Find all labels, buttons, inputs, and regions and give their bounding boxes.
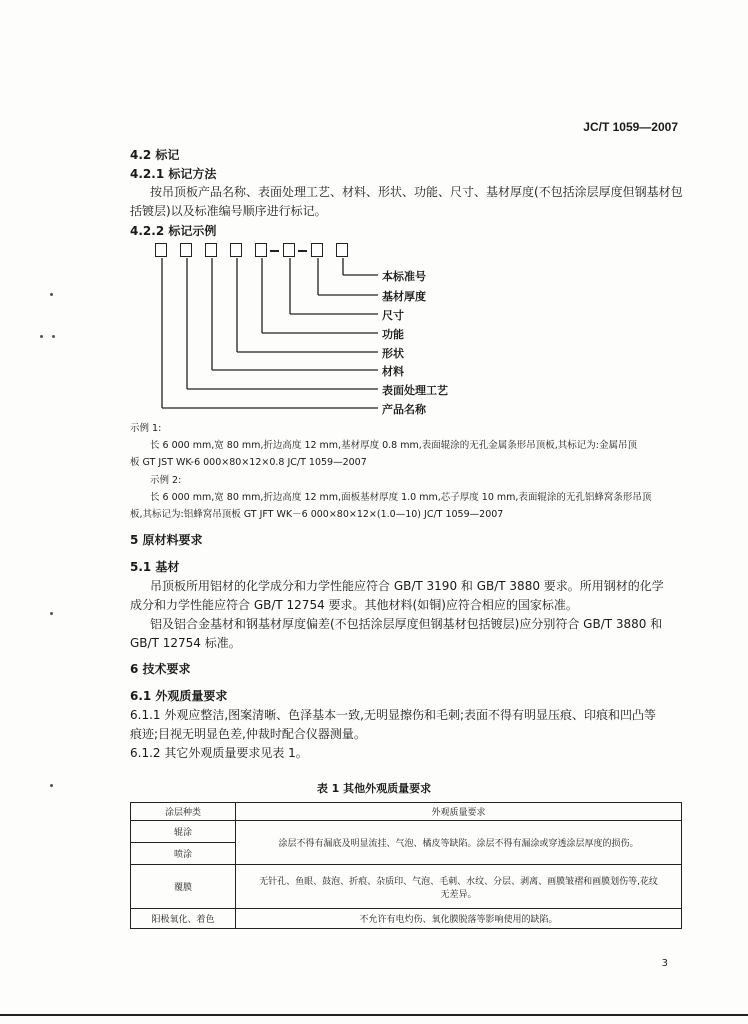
legend-function: 功能 (382, 328, 404, 341)
section-4-2-1-title: 4.2.1 标记方法 (130, 167, 217, 181)
paragraph-line: 按吊顶板产品名称、表面处理工艺、材料、形状、功能、尺寸、基材厚度(不包括涂层厚度但钢基材包 (150, 185, 683, 199)
section-6-1-title: 6.1 外观质量要求 (130, 689, 228, 703)
legend-thickness: 基材厚度 (382, 290, 426, 303)
scan-speck (50, 293, 53, 296)
example-2-line: 板,其标记为:铝蜂窝吊顶板 GT JFT WK－6 000×80×12×(1.0—10) JC/T 1059—2007 (130, 509, 504, 520)
table-header-row (131, 803, 682, 821)
table-row (131, 821, 682, 843)
paragraph-line: 成分和力学性能应符合 GB/T 12754 要求。其他材料(如铜)应符合相应的国家标准。 (130, 598, 578, 612)
section-5-1-title: 5.1 基材 (130, 560, 180, 574)
paragraph-line: 6.1.2 其它外观质量要求见表 1。 (130, 746, 308, 760)
example-1-label: 示例 1: (130, 423, 162, 434)
legend-surface-process: 表面处理工艺 (382, 384, 448, 397)
page-number: 3 (661, 958, 668, 969)
paragraph-line: 痕迹;目视无明显色差,仲裁时配合仪器测量。 (130, 727, 366, 741)
paragraph-line: GB/T 12754 标准。 (130, 636, 241, 650)
paragraph-line: 括镀层)以及标准编号顺序进行标记。 (130, 204, 327, 218)
table-caption: 表 1 其他外观质量要求 (316, 782, 432, 795)
table-row (131, 909, 682, 929)
table-cell: 覆膜 (131, 865, 236, 909)
table-cell: 阳极氧化、着色 (131, 909, 236, 929)
standard-code: JC/T 1059—2007 (583, 120, 678, 134)
table-header-cell: 外观质量要求 (236, 803, 682, 821)
scan-speck (40, 335, 43, 338)
example-1-line: 板 GT JST WK-6 000×80×12×0.8 JC/T 1059—2007 (130, 457, 367, 468)
paragraph-line: 6.1.1 外观应整洁,图案清晰、色泽基本一致,无明显擦伤和毛刺;表面不得有明显压痕、印痕和凹凸等 (130, 708, 657, 722)
table-cell: 喷涂 (131, 843, 236, 865)
section-5-title: 5 原材料要求 (130, 533, 203, 547)
paragraph-line: 铝及铝合金基材和钢基材厚度偏差(不包括涂层厚度但钢基材包括镀层)应分别符合 GB/T 3880 和 (150, 617, 663, 631)
table-header-cell: 涂层种类 (131, 803, 236, 821)
example-1-line: 长 6 000 mm,宽 80 mm,折边高度 12 mm,基材厚度 0.8 mm,表面辊涂的无孔金属条形吊顶板,其标记为:金属吊顶 (150, 440, 637, 451)
legend-material: 材料 (382, 365, 404, 378)
section-6-title: 6 技术要求 (130, 662, 191, 676)
table-cell: 涂层不得有漏底及明显流挂、气泡、橘皮等缺陷。涂层不得有漏涂或穿透涂层厚度的损伤。 (236, 821, 682, 865)
bottom-scan-edge (0, 1014, 748, 1016)
legend-shape: 形状 (382, 347, 404, 360)
legend-product-name: 产品名称 (382, 403, 426, 416)
example-2-line: 长 6 000 mm,宽 80 mm,折边高度 12 mm,面板基材厚度 1.0 mm,芯子厚度 10 mm,表面辊涂的无孔铝蜂窝条形吊顶 (150, 492, 652, 503)
table-cell: 辊涂 (131, 821, 236, 843)
table-cell: 不允许有电灼伤、氧化膜脱落等影响使用的缺陷。 (236, 909, 682, 929)
table-cell-line: 无针孔、鱼眼、鼓泡、折痕、杂质印、气泡、毛刺、水纹、分层、剥离、画膜皱褶和画膜划伤等,花纹 (259, 876, 658, 887)
legend-size: 尺寸 (382, 309, 404, 322)
scan-speck (50, 784, 53, 787)
scan-speck (52, 335, 55, 338)
section-4-2-2-title: 4.2.2 标记示例 (130, 224, 217, 238)
scan-speck (50, 612, 53, 615)
example-2-label: 示例 2: (150, 475, 182, 486)
section-4-2-title: 4.2 标记 (130, 148, 180, 162)
table-cell-line: 无差异。 (440, 889, 477, 900)
paragraph-line: 吊顶板所用铝材的化学成分和力学性能应符合 GB/T 3190 和 GB/T 3880 要求。所用钢材的化学 (150, 579, 664, 593)
table-cell (236, 865, 682, 909)
table-row (131, 865, 682, 909)
appearance-quality-table (130, 802, 682, 929)
legend-standard-no: 本标准号 (382, 270, 426, 283)
